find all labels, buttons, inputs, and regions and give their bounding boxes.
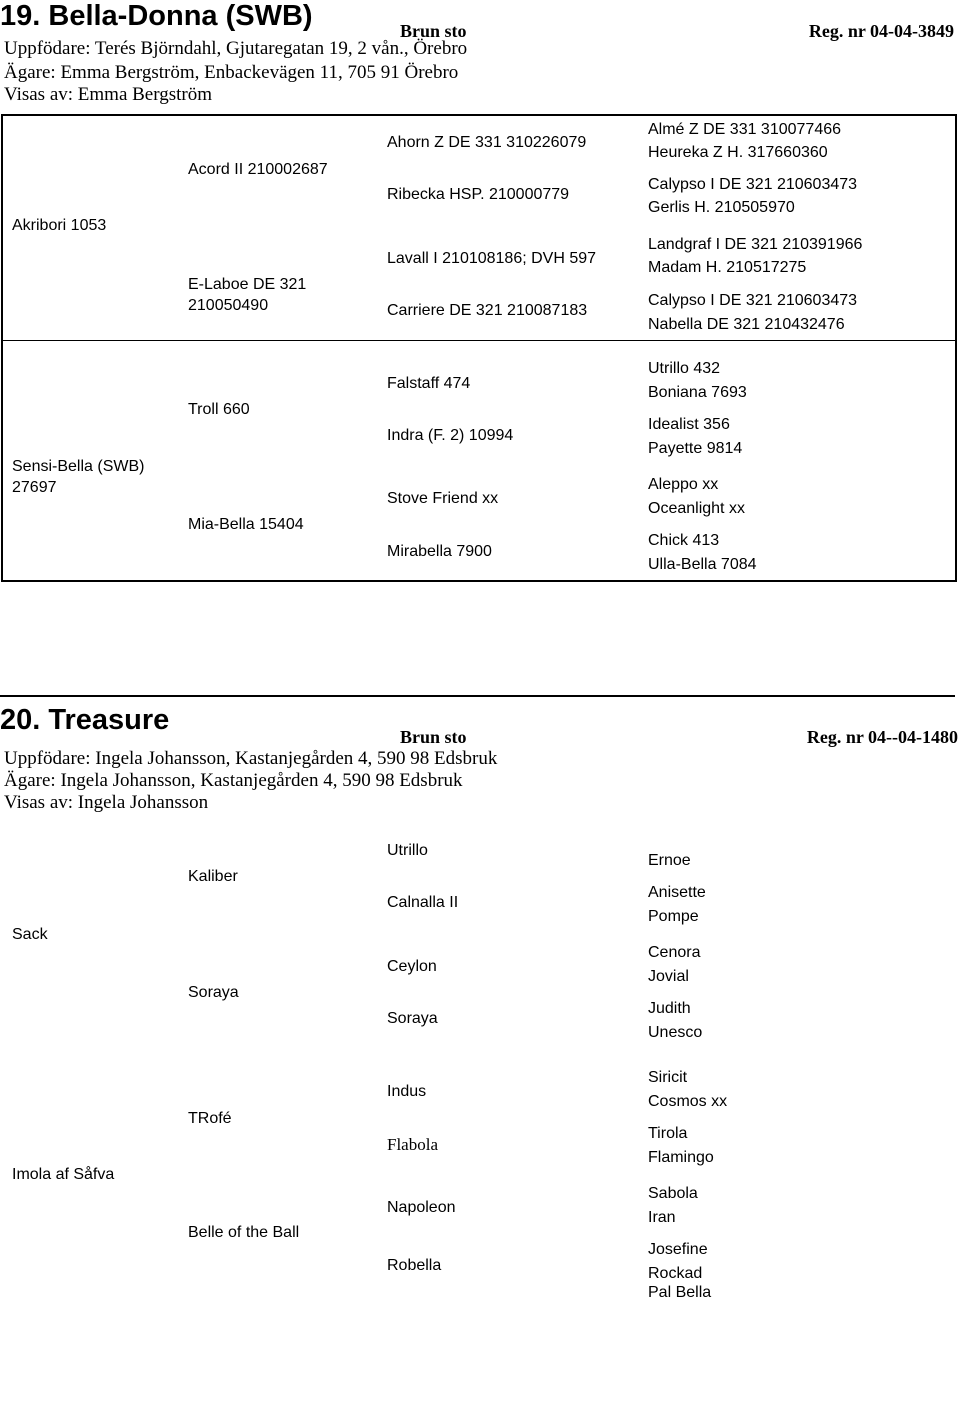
breeder-line: Uppfödare: Ingela Johansson, Kastanjegården 4, 590 98 Edsbruk — [4, 748, 498, 769]
pedigree-ggdam: Ribecka HSP. 210000779 — [387, 186, 570, 203]
pedigree-g4: Tirola — [648, 1125, 688, 1142]
pedigree-g4: Flamingo — [648, 1149, 714, 1166]
pedigree-g4: Gerlis H. 210505970 — [648, 199, 795, 216]
pedigree-ggdam: Indra (F. 2) 10994 — [387, 427, 514, 444]
pedigree-g4: Anisette — [648, 884, 706, 901]
pedigree-g4: Boniana 7693 — [648, 384, 747, 401]
pedigree-ggsire: Lavall I 210108186; DVH 597 — [387, 250, 597, 267]
pedigree-divider — [1, 340, 957, 341]
pedigree-g4: Almé Z DE 331 310077466 — [648, 121, 842, 138]
pedigree-dam-sire: Troll 660 — [188, 401, 250, 418]
pedigree-g4: Unesco — [648, 1024, 703, 1041]
owner-line: Ägare: Ingela Johansson, Kastanjegården 4, 590 98 Edsbruk — [4, 770, 463, 791]
color-label: Brun sto — [400, 21, 467, 41]
pedigree-g4: Siricit — [648, 1069, 688, 1086]
pedigree-ggdam: Mirabella 7900 — [387, 543, 492, 560]
pedigree-g4: Josefine — [648, 1241, 708, 1258]
pedigree-g4: Nabella DE 321 210432476 — [648, 316, 845, 333]
pedigree-g4: Heureka Z H. 317660360 — [648, 144, 828, 161]
pedigree-g4: Jovial — [648, 968, 689, 985]
pedigree-g4: Ulla-Bella 7084 — [648, 556, 757, 573]
pedigree-g4: Madam H. 210517275 — [648, 259, 807, 276]
pedigree-dam: Imola af Såfva — [12, 1166, 115, 1183]
registration-number: Reg. nr 04--04-1480 — [806, 727, 958, 747]
breeder-line: Uppfödare: Terés Björndahl, Gjutaregatan 19, 2 vån., Örebro — [4, 38, 468, 59]
section-divider — [0, 695, 955, 697]
pedigree-g4: Judith — [648, 1000, 691, 1017]
pedigree-g4: Idealist 356 — [648, 416, 730, 433]
pedigree-ggdam: Soraya — [387, 1010, 438, 1027]
pedigree-ggsire: Napoleon — [387, 1199, 456, 1216]
pedigree-ggsire: Utrillo — [387, 842, 428, 859]
pedigree-ggdam: Robella — [387, 1257, 442, 1274]
pedigree-sire-dam: E-Laboe DE 321 210050490 — [188, 276, 307, 314]
pedigree-ggsire: Ceylon — [387, 958, 437, 975]
pedigree-g4: Landgraf I DE 321 210391966 — [648, 236, 863, 253]
pedigree-g4: Ernoe — [648, 852, 691, 869]
pedigree-g4: Aleppo xx — [648, 476, 719, 493]
pedigree-ggdam: Carriere DE 321 210087183 — [387, 302, 588, 319]
shown-by-line: Visas av: Emma Bergström — [4, 84, 213, 105]
pedigree-sire: Sack — [12, 926, 48, 943]
owner-line: Ägare: Emma Bergström, Enbackevägen 11, 705 91 Örebro — [4, 62, 459, 83]
pedigree-g4: Sabola — [648, 1185, 698, 1202]
pedigree-ggsire: Falstaff 474 — [387, 375, 471, 392]
pedigree-sire: Akribori 1053 — [12, 217, 107, 234]
registration-number: Reg. nr 04-04-3849 — [808, 21, 954, 41]
pedigree-g4: Payette 9814 — [648, 440, 743, 457]
pedigree-sire-dam: Soraya — [188, 984, 239, 1001]
pedigree-ggsire: Indus — [387, 1083, 427, 1100]
pedigree-dam-dam: Belle of the Ball — [188, 1224, 300, 1241]
pedigree-g4: Cosmos xx — [648, 1093, 728, 1110]
pedigree-sire-sire: Kaliber — [188, 868, 238, 885]
color-label: Brun sto — [400, 727, 467, 747]
pedigree-g4: Calypso I DE 321 210603473 — [648, 292, 858, 309]
pedigree-g4: Calypso I DE 321 210603473 — [648, 176, 858, 193]
pedigree-g4: Pompe — [648, 908, 699, 925]
pedigree-g4: Cenora — [648, 944, 701, 961]
pedigree-ggdam: Flabola — [387, 1135, 438, 1154]
pedigree-ggdam: Calnalla II — [387, 894, 459, 911]
pedigree-ggsire: Ahorn Z DE 331 310226079 — [387, 134, 587, 151]
pedigree-g4: Iran — [648, 1209, 676, 1226]
pedigree-g4: Pal Bella — [648, 1284, 712, 1301]
pedigree-dam-dam: Mia-Bella 15404 — [188, 516, 304, 533]
pedigree-dam-sire: TRofé — [188, 1110, 232, 1127]
pedigree-ggsire: Stove Friend xx — [387, 490, 499, 507]
pedigree-g4: Oceanlight xx — [648, 500, 745, 517]
pedigree-g4: Chick 413 — [648, 532, 720, 549]
shown-by-line: Visas av: Ingela Johansson — [4, 792, 209, 813]
pedigree-dam: Sensi-Bella (SWB) 27697 — [12, 458, 145, 496]
entry-title: 20. Treasure — [0, 704, 170, 736]
pedigree-sire-sire: Acord II 210002687 — [188, 161, 328, 178]
pedigree-g4: Utrillo 432 — [648, 360, 721, 377]
pedigree-g4: Rockad — [648, 1265, 703, 1282]
entry-title: 19. Bella-Donna (SWB) — [0, 0, 313, 32]
